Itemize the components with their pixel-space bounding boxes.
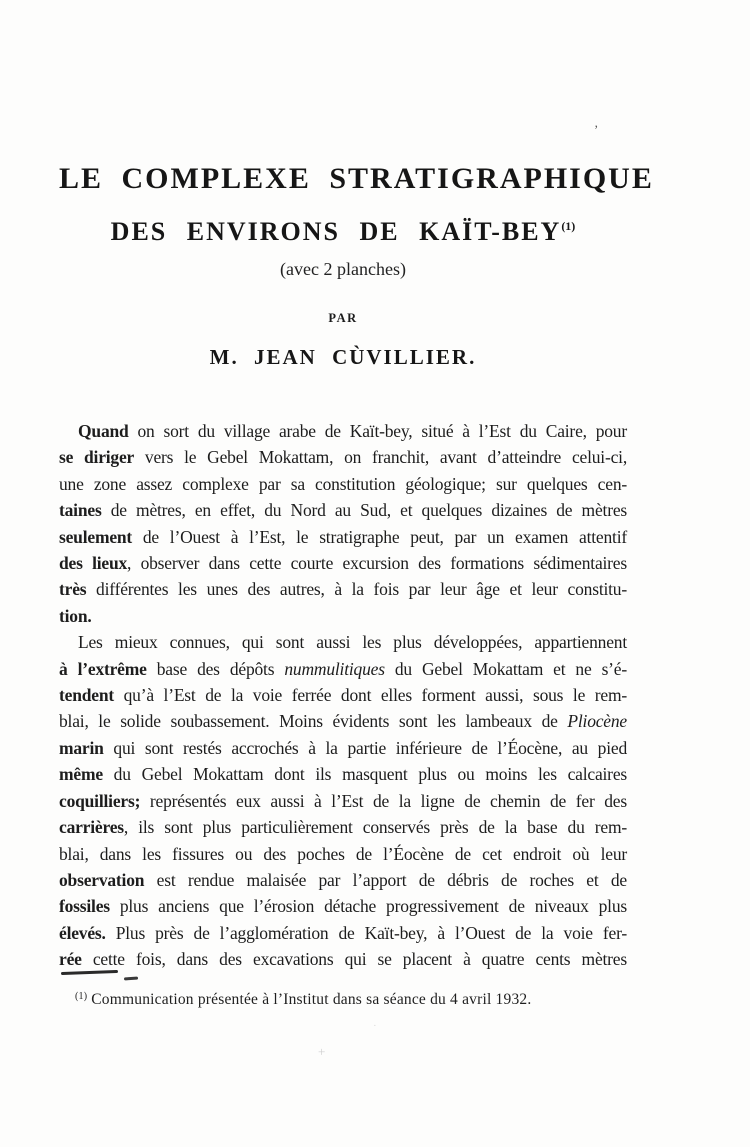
text-line: [59, 920, 627, 946]
text-segment: se diriger: [59, 447, 135, 468]
text-line: [59, 867, 627, 893]
text-segment: cette fois, dans des excavations qui se placent à quatre cents mètres: [81, 949, 627, 970]
text-segment: nummulitiques: [284, 658, 385, 679]
text-line: [59, 708, 627, 734]
page-title: LE COMPLEXE STRATIGRAPHIQUE: [59, 162, 654, 195]
text-line: [59, 656, 627, 682]
text-segment: même: [59, 764, 103, 785]
text-segment: une zone assez complexe par sa constitution géologique; sur quelques cen-: [59, 473, 627, 494]
text-segment: qu’à l’Est de la voie ferrée dont elles forment aussi, sous le rem-: [114, 685, 627, 706]
text-line: [59, 735, 627, 761]
text-line: [59, 603, 627, 629]
footnote-rule-dash: [124, 977, 138, 980]
text-segment: blai, le solide soubassement. Moins évidents sont les lambeaux de: [59, 711, 568, 732]
text-segment: de mètres, en effet, du Nord au Sud, et quelques dizaines de mètres: [101, 500, 627, 521]
text-segment: élevés.: [59, 922, 106, 943]
text-segment: est rendue malaisée par l’apport de débris de roches et de: [144, 869, 627, 890]
text-segment: plus anciens que l’érosion détache progressivement de niveaux plus: [109, 896, 627, 917]
text-segment: blai, dans les fissures ou des poches de l’Éocène de cet endroit où leur: [59, 843, 627, 864]
text-segment: coquilliers;: [59, 790, 141, 811]
text-line: [59, 524, 627, 550]
text-line: [59, 841, 627, 867]
text-segment: Pliocène: [567, 711, 627, 732]
text-segment: représentés eux aussi à l’Est de la ligne de chemin de fer des: [140, 790, 627, 811]
text-segment: observation: [59, 869, 145, 890]
text-segment: à l’extrême: [59, 658, 147, 679]
text-line: [59, 788, 627, 814]
text-segment: très: [59, 579, 87, 600]
text-line: [59, 576, 627, 602]
byline-par: PAR: [328, 311, 358, 325]
text-segment: tion.: [59, 605, 92, 626]
text-segment: qui sont restés accrochés à la partie inférieure de l’Éocène, au pied: [103, 737, 627, 758]
text-line: [59, 444, 627, 470]
text-segment: fossiles: [59, 896, 110, 917]
text-line: [59, 893, 627, 919]
text-segment: marin: [59, 737, 104, 758]
body-text: [59, 418, 627, 973]
text-line: [59, 682, 627, 708]
text-line: [59, 550, 627, 576]
text-segment: différentes les unes des autres, à la fois par leur âge et leur constitu-: [86, 579, 627, 600]
text-segment: carrières: [59, 817, 124, 838]
plates-note: (avec 2 planches): [280, 259, 406, 279]
text-segment: , observer dans cette courte excursion des formations sédimentaires: [127, 553, 627, 574]
text-segment: , ils sont plus particulièrement conservés près de la base du rem-: [123, 817, 627, 838]
text-segment: base des dépôts: [146, 658, 285, 679]
text-line: [59, 814, 627, 840]
text-line: [59, 946, 627, 972]
text-segment: seulement: [59, 526, 133, 547]
author-name: M. JEAN CÙVILLIER.: [209, 345, 477, 369]
text-segment: Quand: [78, 421, 129, 441]
title-footnote-marker: (1): [561, 219, 576, 233]
text-segment: de l’Ouest à l’Est, le stratigraphe peut, par un examen attentif: [132, 526, 627, 547]
text-line: [59, 497, 627, 523]
text-line: [59, 761, 627, 787]
scan-artifact-dot: ·: [373, 1020, 377, 1032]
footnote: [59, 991, 643, 1009]
footnote-text: Communication présentée à l’Institut dans sa séance du 4 avril 1932.: [91, 991, 532, 1008]
page-title-line2: DES ENVIRONS DE KAÏT-BEY: [110, 217, 562, 246]
text-segment: vers le Gebel Mokattam, on franchit, avant d’atteindre celui-ci,: [134, 447, 627, 468]
text-segment: Les mieux connues, qui sont aussi les plus développées, appartiennent: [78, 632, 627, 653]
footnote-rule: [61, 970, 118, 975]
text-segment: on sort du village arabe de Kaït-bey, situé à l’Est du Caire, pour: [128, 421, 627, 441]
scan-artifact-plus: +: [318, 1044, 326, 1059]
text-segment: des lieux: [59, 553, 128, 574]
page-title-line2-row: [59, 217, 627, 247]
text-line: [59, 418, 627, 444]
footnote-marker: (1): [75, 991, 88, 1002]
text-line: [59, 471, 627, 497]
text-segment: du Gebel Mokattam et ne s’é-: [384, 658, 628, 679]
text-segment: du Gebel Mokattam dont ils masquent plus ou moins les calcaires: [102, 764, 627, 785]
text-segment: Plus près de l’agglomération de Kaït-bey, à l’Ouest de la voie fer-: [105, 922, 627, 943]
text-segment: taines: [59, 500, 102, 521]
text-segment: tendent: [59, 685, 114, 706]
text-segment: rée: [59, 949, 82, 970]
scan-artifact-mark: ’: [594, 122, 599, 137]
text-line: [59, 629, 627, 655]
